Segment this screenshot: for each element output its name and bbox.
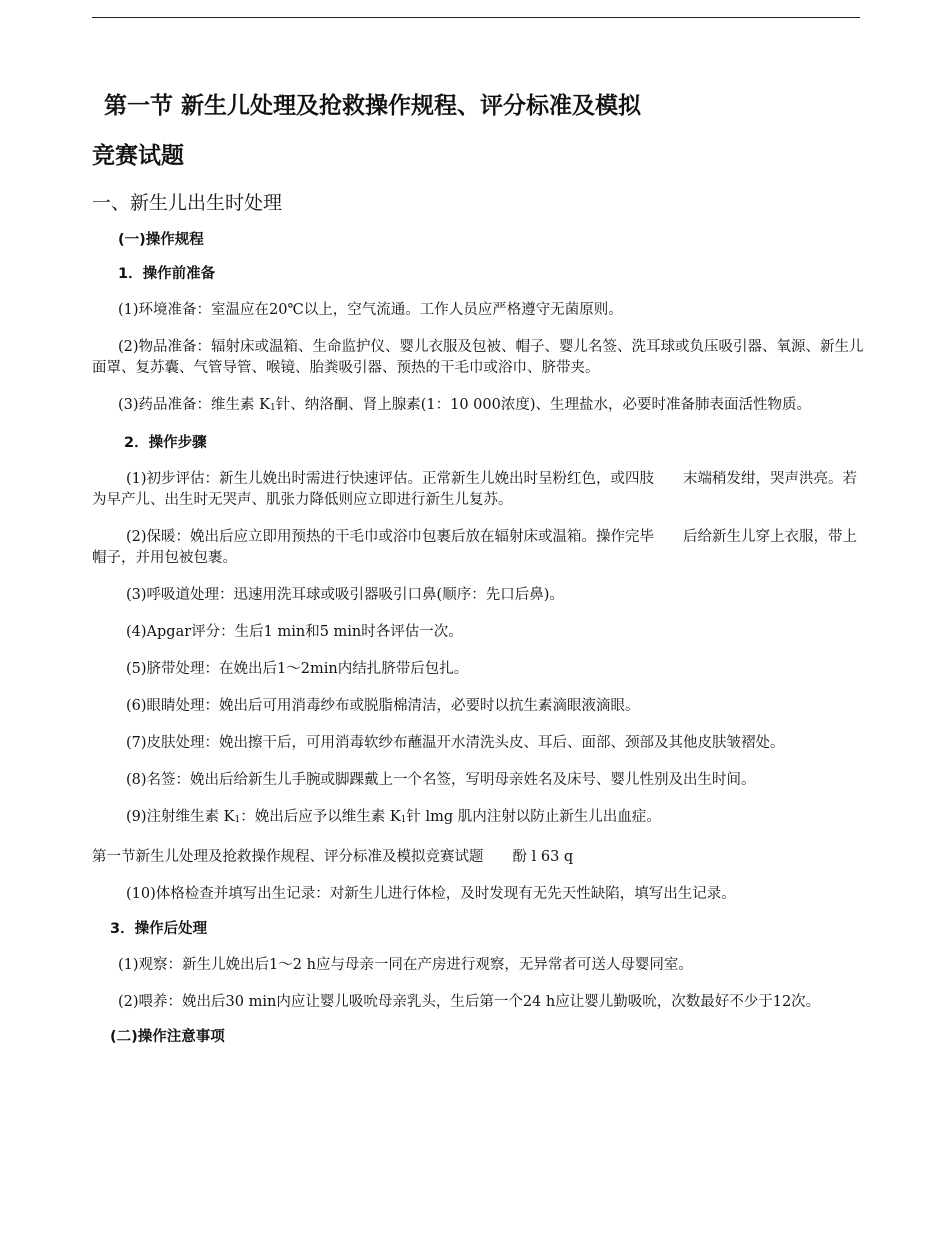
step-item-assessment: (1)初步评估：新生儿娩出时需进行快速评估。正常新生儿娩出时呈粉红色，或四肢 末端稍发绀，哭声洪亮。若为早产儿、出生时无哭声、肌张力降低则应立即进行新生儿复苏。 bbox=[92, 471, 858, 508]
step-item-airway: (3)呼吸道处理：迅速用洗耳球或吸引器吸引口鼻(顺序：先口后鼻)。 bbox=[126, 587, 564, 603]
step-item-warming: (2)保暖：娩出后应立即用预热的干毛巾或浴巾包裹后放在辐射床或温箱。操作完毕 后给新生儿穿上衣服，带上帽子，并用包被包裹。 bbox=[92, 529, 858, 566]
post-item-observation: (1)观察：新生儿娩出后1～2 h应与母亲一同在产房进行观察，无异常者可送人母婴同室。 bbox=[118, 957, 693, 973]
prep-item-drugs: (3)药品准备：维生素 $K_1$针、纳洛酮、肾上腺素(1：10 000浓度)、生理盐水，必要时准备肺表面活性物质。 bbox=[118, 397, 811, 413]
steps-heading: 2．操作步骤 bbox=[124, 435, 207, 451]
subsection-heading-procedure: (一)操作规程 bbox=[118, 232, 204, 248]
post-heading: 3．操作后处理 bbox=[110, 921, 208, 937]
prep-heading: 1．操作前准备 bbox=[118, 266, 216, 282]
prep-item-supplies: (2)物品准备：辐射床或温箱、生命监护仪、婴儿衣服及包被、帽子、婴儿名签、洗耳球或负压吸引器、氧源、新生儿面罩、复苏囊、气管导管、喉镜、胎粪吸引器、预热的干毛巾或浴巾、脐带夹。 bbox=[92, 339, 864, 376]
chapter-title-line2: 竞赛试题 bbox=[92, 143, 184, 169]
step-item-eyes: (6)眼睛处理：娩出后可用消毒纱布或脱脂棉清洁，必要时以抗生素滴眼液滴眼。 bbox=[126, 698, 640, 714]
chapter-title-line1: 第一节 新生儿处理及抢救操作规程、评分标准及模拟 bbox=[104, 93, 642, 119]
step-item-skin: (7)皮肤处理：娩出擦干后，可用消毒软纱布蘸温开水清洗头皮、耳后、面部、颈部及其他皮肤皱褶处。 bbox=[126, 735, 785, 751]
section-heading: 一、新生儿出生时处理 bbox=[92, 192, 283, 214]
running-header-line: 第一节新生儿处理及抢救操作规程、评分标准及模拟竞赛试题 酚 l 63 q bbox=[92, 849, 574, 865]
header-rule bbox=[92, 17, 860, 18]
document-body bbox=[92, 84, 870, 1047]
step-item-cord: (5)脐带处理：在娩出后1～2min内结扎脐带后包扎。 bbox=[126, 661, 469, 677]
subsection-heading-notes: (二)操作注意事项 bbox=[110, 1029, 225, 1045]
step-item-apgar: (4)Apgar评分：生后1 min和5 min时各评估一次。 bbox=[126, 624, 463, 640]
step-item-vitamin-k: (9)注射维生素 $K_1$：娩出后应予以维生素 $K_1$针 lmg 肌内注射以防止新生儿出血症。 bbox=[126, 809, 661, 825]
prep-item-environment: (1)环境准备：室温应在20℃以上，空气流通。工作人员应严格遵守无菌原则。 bbox=[118, 302, 623, 318]
step-item-examination: (10)体格检查并填写出生记录：对新生儿进行体检，及时发现有无先天性缺陷，填写出生记录。 bbox=[126, 886, 736, 902]
step-item-nametag: (8)名签：娩出后给新生儿手腕或脚踝戴上一个名签，写明母亲姓名及床号、婴儿性别及出生时间。 bbox=[126, 772, 756, 788]
post-item-feeding: (2)喂养：娩出后30 min内应让婴儿吸吮母亲乳头，生后第一个24 h应让婴儿勤吸吮，次数最好不少于12次。 bbox=[118, 994, 821, 1010]
